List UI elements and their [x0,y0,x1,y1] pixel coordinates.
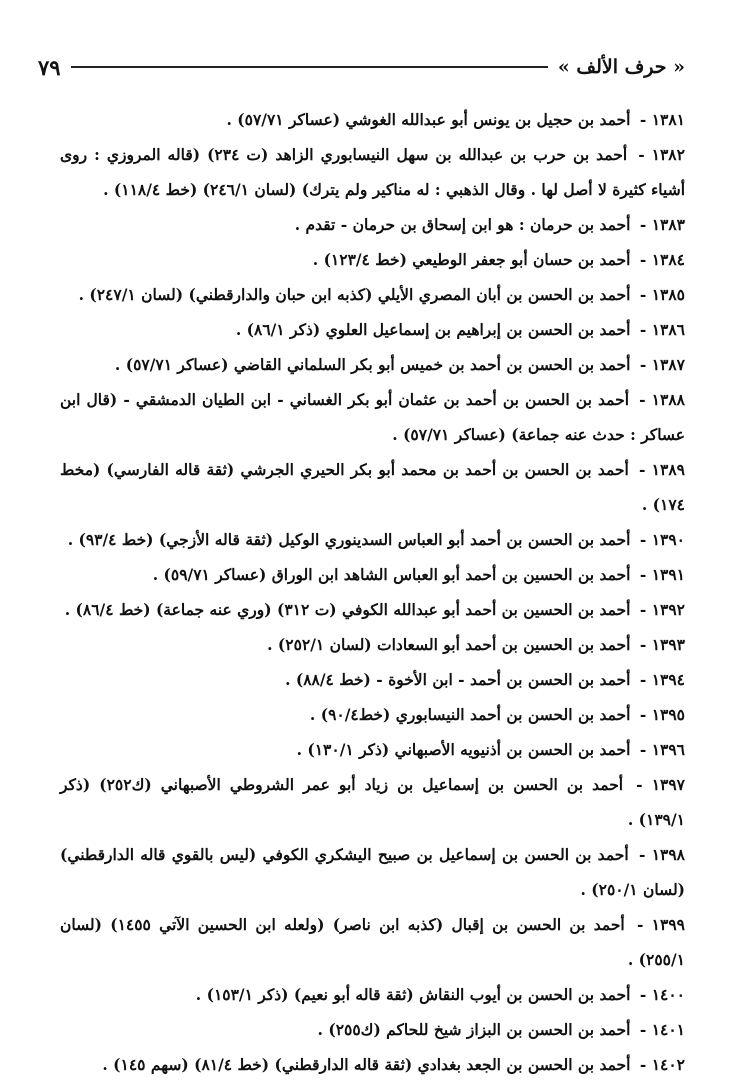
entry [60,732,685,767]
entry [60,277,685,312]
entry-text: أحمد بن الحسن بن أيوب النقاش (ثقة قاله أبو نعيم) (ذكر ١٥٣/١) . [195,985,631,1004]
entry [60,207,685,242]
entry-number: ١٣٩٣ - [639,635,685,654]
entry-number: ١٣٨١ - [639,110,685,129]
entry-number: ١٣٩٩ - [636,915,685,934]
entry-number: ١٤٠١ - [639,1020,685,1039]
entry [60,1047,685,1082]
entry-text: أحمد بن الحسن بن إسماعيل بن زياد أبو عمر الشروطي الأصبهاني (ك٢٥٢) (ذكر ١٣٩/١) . [60,775,685,829]
entry-number: ١٣٨٧ - [639,355,685,374]
entry [60,557,685,592]
entry [60,137,685,207]
entry [60,522,685,557]
entry-text: أحمد بن حرمان : هو ابن إسحاق بن حرمان - تقدم . [294,215,631,234]
entry-number: ١٣٩١ - [639,565,685,584]
entry-number: ١٣٨٢ - [638,145,685,164]
entry-text: أحمد بن الحسين بن أحمد أبو عبدالله الكوفي (ت ٣١٢) (وري عنه جماعة) (خط ٨٦/٤) . [64,600,631,619]
entry-text: أحمد بن الحسن بن الجعد بغدادي (ثقة قاله الدارقطني) (خط ٨١/٤) (سهم ١٤٥) . [102,1055,631,1074]
entry-number: ١٣٨٩ - [639,460,685,479]
entry [60,592,685,627]
entry-number: ١٣٩٦ - [639,740,685,759]
entry-number: ١٣٩٧ - [636,775,685,794]
entry [60,1012,685,1047]
entry-text: أحمد بن الحسين بن أحمد أبو السعادات (لسان ٢٥٢/١) . [267,635,631,654]
entry [60,347,685,382]
chapter-title: « حرف الألف » [557,56,685,78]
entry-text: أحمد بن حسان أبو جعفر الوطيعي (خط ١٢٣/٤) . [312,250,631,269]
entry-text: أحمد بن الحسن بن أحمد بن محمد أبو بكر الحيري الجرشي (ثقة قاله الفارسي) (مخط ١٧٤) . [60,460,685,514]
entry-number: ١٣٨٦ - [639,320,685,339]
entry-text: أحمد بن الحسن بن أحمد - ابن الأخوة - (خط ٨٨/٤) . [285,670,631,689]
entry-number: ١٣٩٥ - [639,705,685,724]
page-number: ٧٩ [38,54,61,80]
entry-text: أحمد بن حجيل بن يونس أبو عبدالله الغوشي (عساكر ٥٧/٧١) . [226,110,631,129]
entry-number: ١٤٠٢ - [639,1055,685,1074]
entry-number: ١٤٠٠ - [639,985,685,1004]
entry [60,977,685,1012]
header-rule [71,66,548,68]
entry-number: ١٣٩٠ - [639,530,685,549]
entry-number: ١٣٩٨ - [638,845,685,864]
entry-text: أحمد بن الحسن بن أحمد أبو العباس السدينوري الوكيل (ثقة قاله الأزجي) (خط ٩٣/٤) . [67,530,631,549]
entry-text: أحمد بن الحسين بن أحمد أبو العباس الشاهد ابن الوراق (عساكر ٥٩/٧١) . [152,565,631,584]
entry [60,102,685,137]
entry-text: أحمد بن الحسن بن أحمد النيسابوري (خط٩٠/٤) . [309,705,631,724]
entry-number: ١٣٨٨ - [639,390,685,409]
entry-text: أحمد بن حرب بن عبدالله بن سهل النيسابوري الزاهد (ت ٢٣٤) (قاله المروزي : روى أشياء كثيرة لا أصل لها . وقال الذهبي : له مناكير ولم يترك) (لسان ٢٤٦/١) (خط ١١٨/٤) . [60,145,685,199]
entry-text: أحمد بن الحسن بن البزاز شيخ للحاكم (ك٢٥٥) . [317,1020,631,1039]
entry-number: ١٣٨٤ - [639,250,685,269]
entry [60,312,685,347]
entry-number: ١٣٩٢ - [639,600,685,619]
entry [60,767,685,837]
entry-text: أحمد بن الحسن بن أحمد بن عثمان أبو بكر الغساني - ابن الطيان الدمشقي - (قال ابن عساكر : حدث عنه جماعة) (عساكر ٥٧/٧١) . [60,390,685,444]
entry [60,382,685,452]
entry-number: ١٣٨٥ - [639,285,685,304]
page-header [38,50,685,84]
entry-text: أحمد بن الحسن بن أحمد بن خميس أبو بكر السلماني القاضي (عساكر ٥٧/٧١) . [114,355,631,374]
entry [60,837,685,907]
entry-text: أحمد بن الحسن بن إبراهيم بن إسماعيل العلوي (ذكر ٨٦/١) . [235,320,631,339]
entry [60,662,685,697]
entry-number: ١٣٨٣ - [639,215,685,234]
entry-text: أحمد بن الحسن بن أذنيويه الأصبهاني (ذكر ١٣٠/١) . [296,740,631,759]
entry-text: أحمد بن الحسن بن إسماعيل بن صبيح اليشكري الكوفي (ليس بالقوي قاله الدارقطني) (لسان ٢٥٠/١) . [60,845,685,899]
entry-number: ١٣٩٤ - [639,670,685,689]
entry [60,452,685,522]
entry [60,697,685,732]
entry [60,907,685,977]
entry [60,242,685,277]
entries-list [60,102,685,1082]
entry-text: أحمد بن الحسن بن أبان المصري الأيلي (كذبه ابن حبان والدارقطني) (لسان ٢٤٧/١) . [78,285,631,304]
entry [60,627,685,662]
entry-text: أحمد بن الحسن بن إقبال (كذبه ابن ناصر) (ولعله ابن الحسين الآتي ١٤٥٥) (لسان ٢٥٥/١) . [60,915,685,969]
